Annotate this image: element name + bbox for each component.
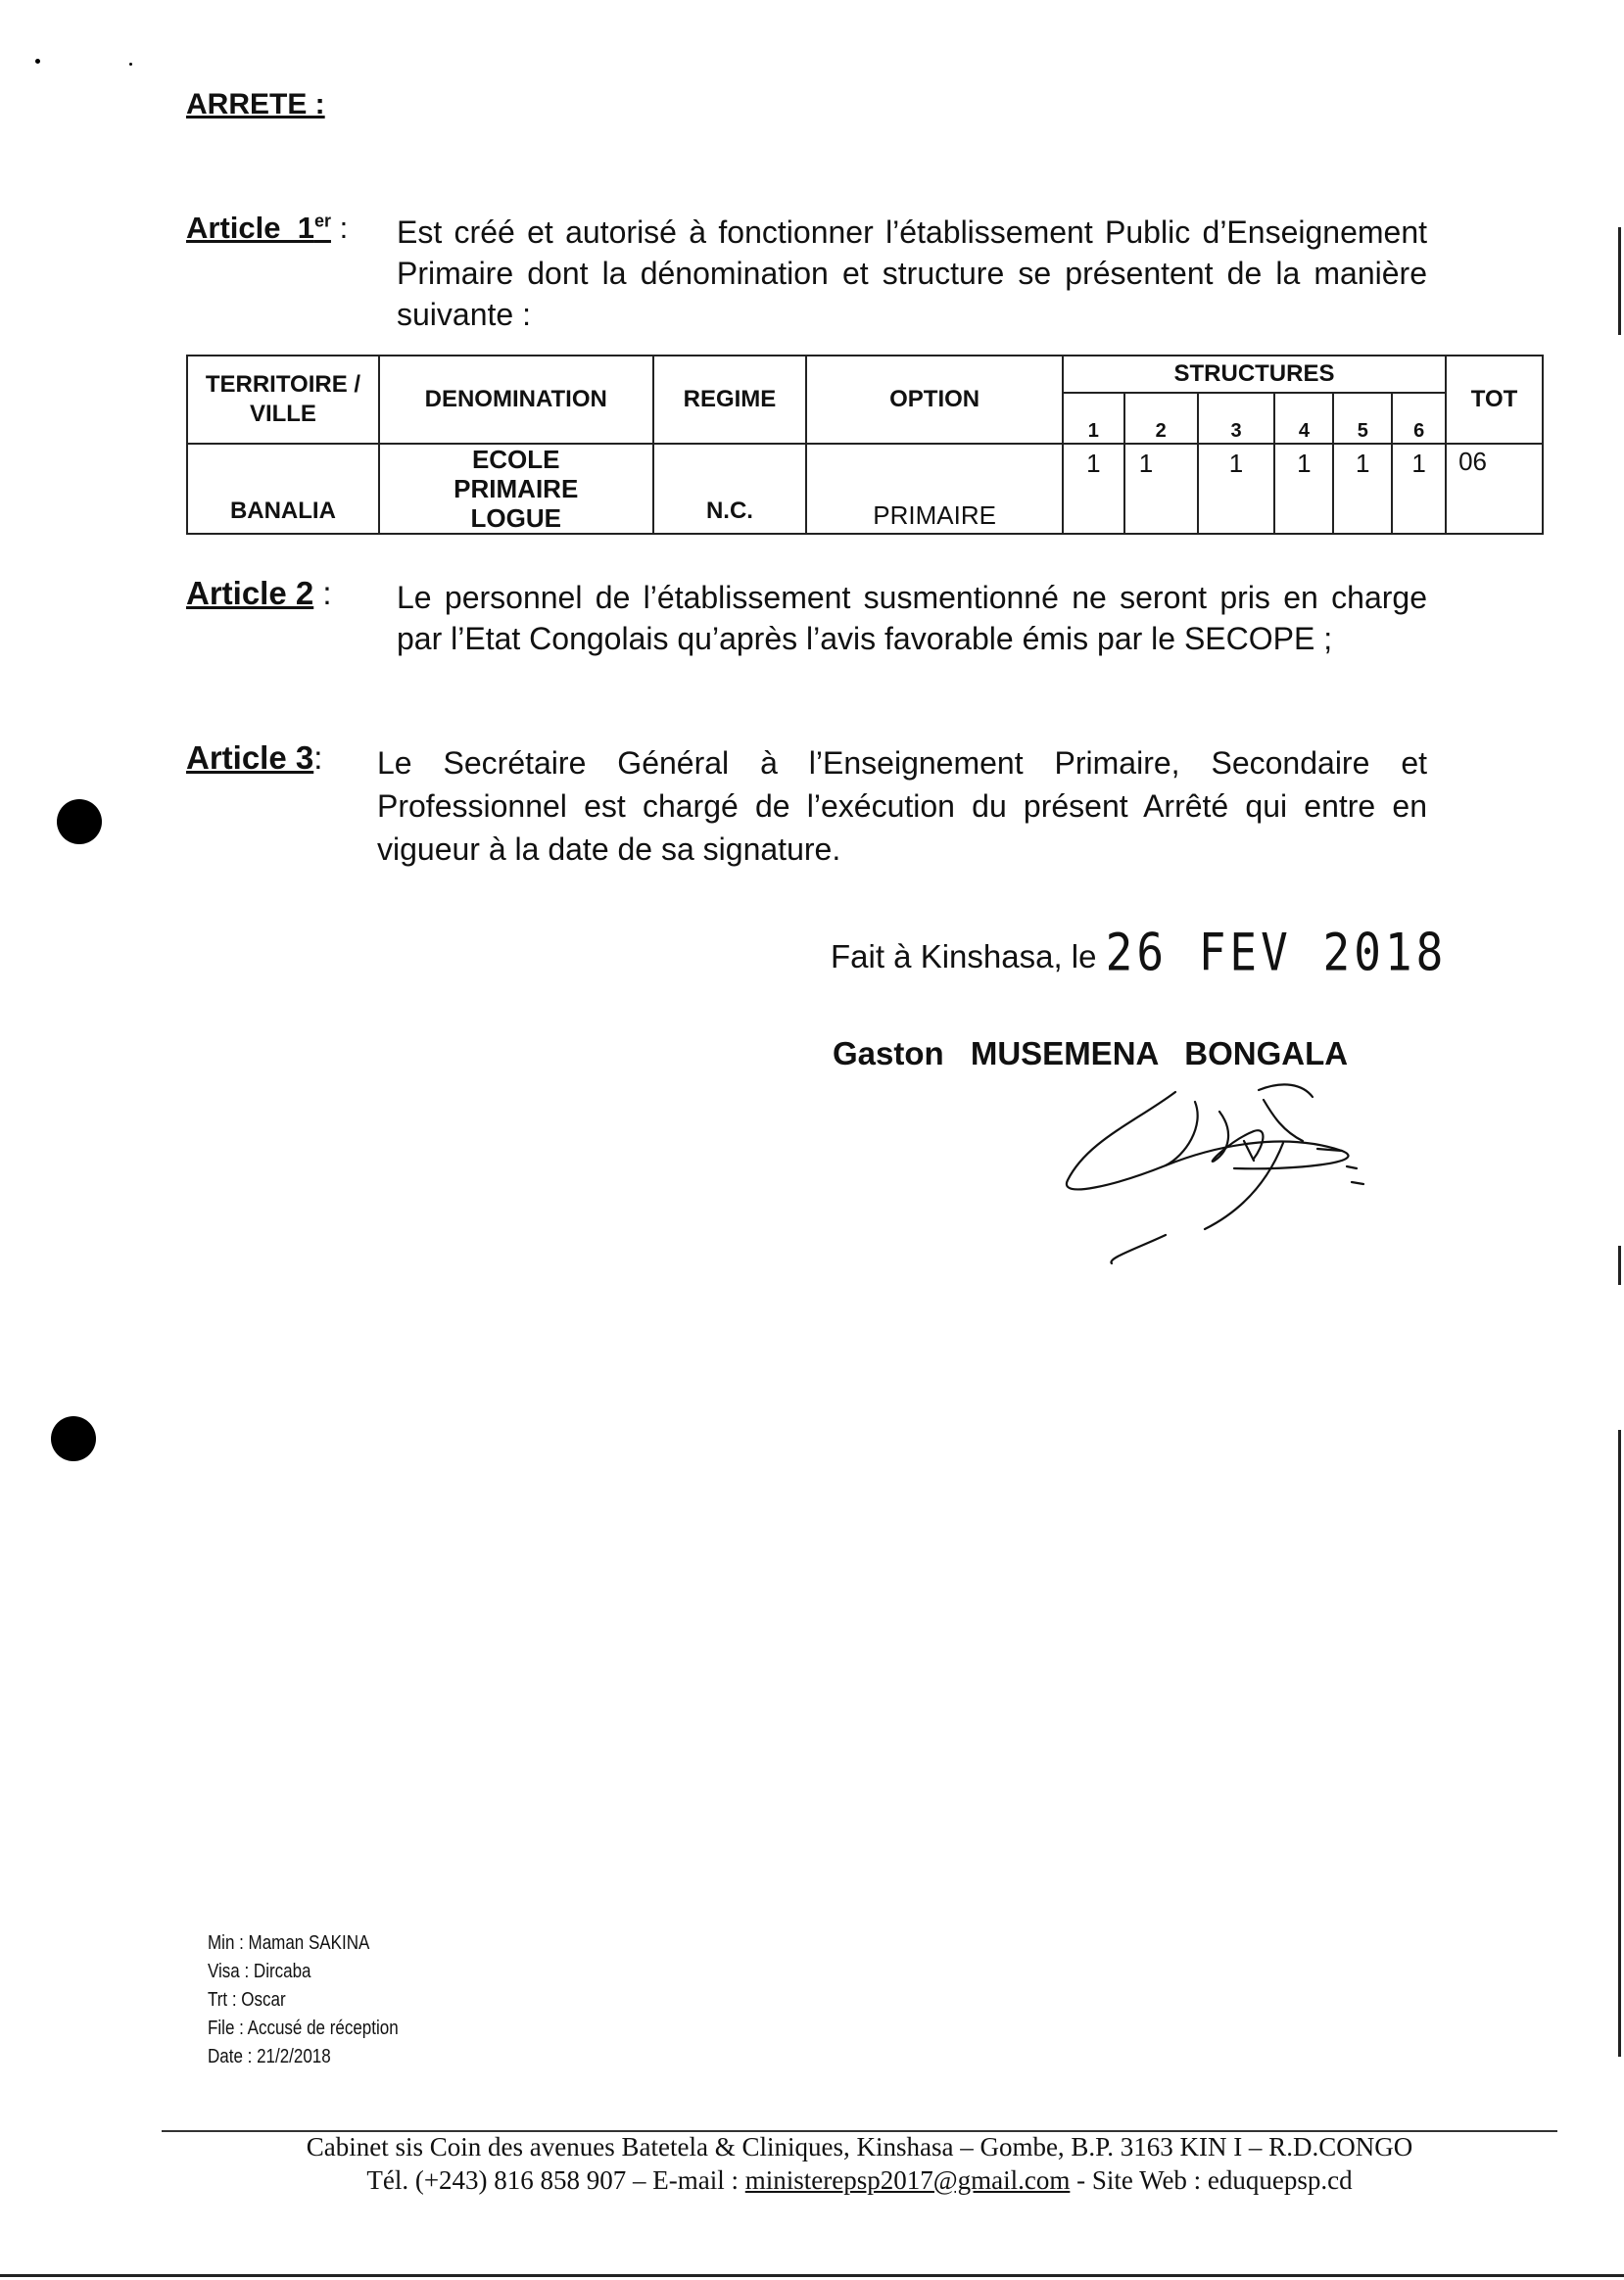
- cell-level-6: 1: [1392, 444, 1446, 534]
- cell-level-3: 1: [1198, 444, 1275, 534]
- article-1-label-sup: er: [313, 211, 331, 231]
- scan-edge: [1618, 1246, 1621, 1285]
- header-level-4: 4: [1274, 393, 1333, 444]
- note-line: File : Accusé de réception: [208, 2018, 399, 2039]
- cell-regime: N.C.: [653, 444, 807, 534]
- scan-edge: [1618, 1430, 1621, 2057]
- article-2-text: Le personnel de l’établissement susmentionné ne seront pris en charge par l’Etat Congolais qu’après l’avis favorable émis par le SECOPE ;: [397, 580, 1427, 656]
- note-line: Date : 21/2/2018: [208, 2046, 331, 2067]
- article-2-sep: :: [313, 575, 332, 611]
- cell-denomination: ECOLE PRIMAIRE LOGUE: [379, 444, 653, 534]
- header-level-1: 1: [1063, 393, 1124, 444]
- article-1-label: [186, 211, 348, 246]
- structure-table: [186, 355, 1544, 535]
- header-tot: TOT: [1446, 356, 1543, 444]
- header-level-3: 3: [1198, 393, 1275, 444]
- scan-edge: [0, 2274, 1624, 2277]
- header-structures: STRUCTURES: [1063, 356, 1446, 393]
- article-3-sep: :: [313, 739, 323, 776]
- scan-edge: [1618, 227, 1621, 335]
- punch-hole: [51, 1416, 96, 1461]
- header-territoire: TERRITOIRE / VILLE: [187, 356, 379, 444]
- page-heading: ARRETE :: [186, 88, 325, 120]
- place-date: [831, 921, 1448, 983]
- article-1-label-text: Article 1: [186, 211, 314, 245]
- header-option: OPTION: [806, 356, 1063, 444]
- cell-tot: 06: [1446, 444, 1543, 534]
- header-regime: REGIME: [653, 356, 807, 444]
- article-2-label-wrap: [186, 575, 332, 612]
- scan-speck: [129, 63, 132, 66]
- footer-email-link[interactable]: ministerepsp2017@gmail.com: [744, 2165, 1071, 2195]
- header-level-5: 5: [1333, 393, 1392, 444]
- footer-site: - Site Web : eduquepsp.cd: [1076, 2165, 1353, 2195]
- article-1-text: Est créé et autorisé à fonctionner l’établissement Public d’Enseignement Primaire dont la dénomination et structure se présentent de la manière suivante :: [397, 214, 1427, 332]
- article-1-sep: :: [330, 211, 349, 245]
- note-line: Visa : Dircaba: [208, 1961, 311, 1982]
- date-stamp: 26 FEV 2018: [1105, 921, 1448, 983]
- article-3-text: Le Secrétaire Général à l’Enseignement Primaire, Secondaire et Professionnel est chargé de l’exécution du présent Arrêté qui entre en vigueur à la date de sa signature.: [377, 745, 1427, 867]
- cell-level-4: 1: [1274, 444, 1333, 534]
- article-3-label-wrap: [186, 739, 322, 777]
- footer-address: Cabinet sis Coin des avenues Batetela & Cliniques, Kinshasa – Gombe, B.P. 3163 KIN I – R.D.CONGO: [306, 2132, 1413, 2161]
- header-level-2: 2: [1124, 393, 1198, 444]
- cell-territoire: BANALIA: [187, 444, 379, 534]
- footer-tel: Tél. (+243) 816 858 907 – E-mail :: [366, 2165, 740, 2195]
- note-line: Min : Maman SAKINA: [208, 1932, 370, 1954]
- scan-speck: [35, 59, 40, 64]
- signer-name: Gaston MUSEMENA BONGALA: [833, 1035, 1349, 1071]
- cell-level-5: 1: [1333, 444, 1392, 534]
- signature: [1058, 1072, 1410, 1268]
- article-2-label: Article 2: [186, 575, 314, 611]
- header-level-6: 6: [1392, 393, 1446, 444]
- article-3-label: Article 3: [186, 739, 314, 776]
- header-denomination: DENOMINATION: [379, 356, 653, 444]
- footer-contact: [162, 2165, 1557, 2196]
- note-line: Trt : Oscar: [208, 1989, 286, 2011]
- punch-hole: [57, 799, 102, 844]
- place-date-prefix: Fait à Kinshasa, le: [831, 938, 1097, 974]
- cell-level-2: 1: [1124, 444, 1198, 534]
- routing-notes: [208, 1929, 399, 2071]
- table-row: [187, 444, 1543, 534]
- cell-level-1: 1: [1063, 444, 1124, 534]
- cell-option: PRIMAIRE: [806, 444, 1063, 534]
